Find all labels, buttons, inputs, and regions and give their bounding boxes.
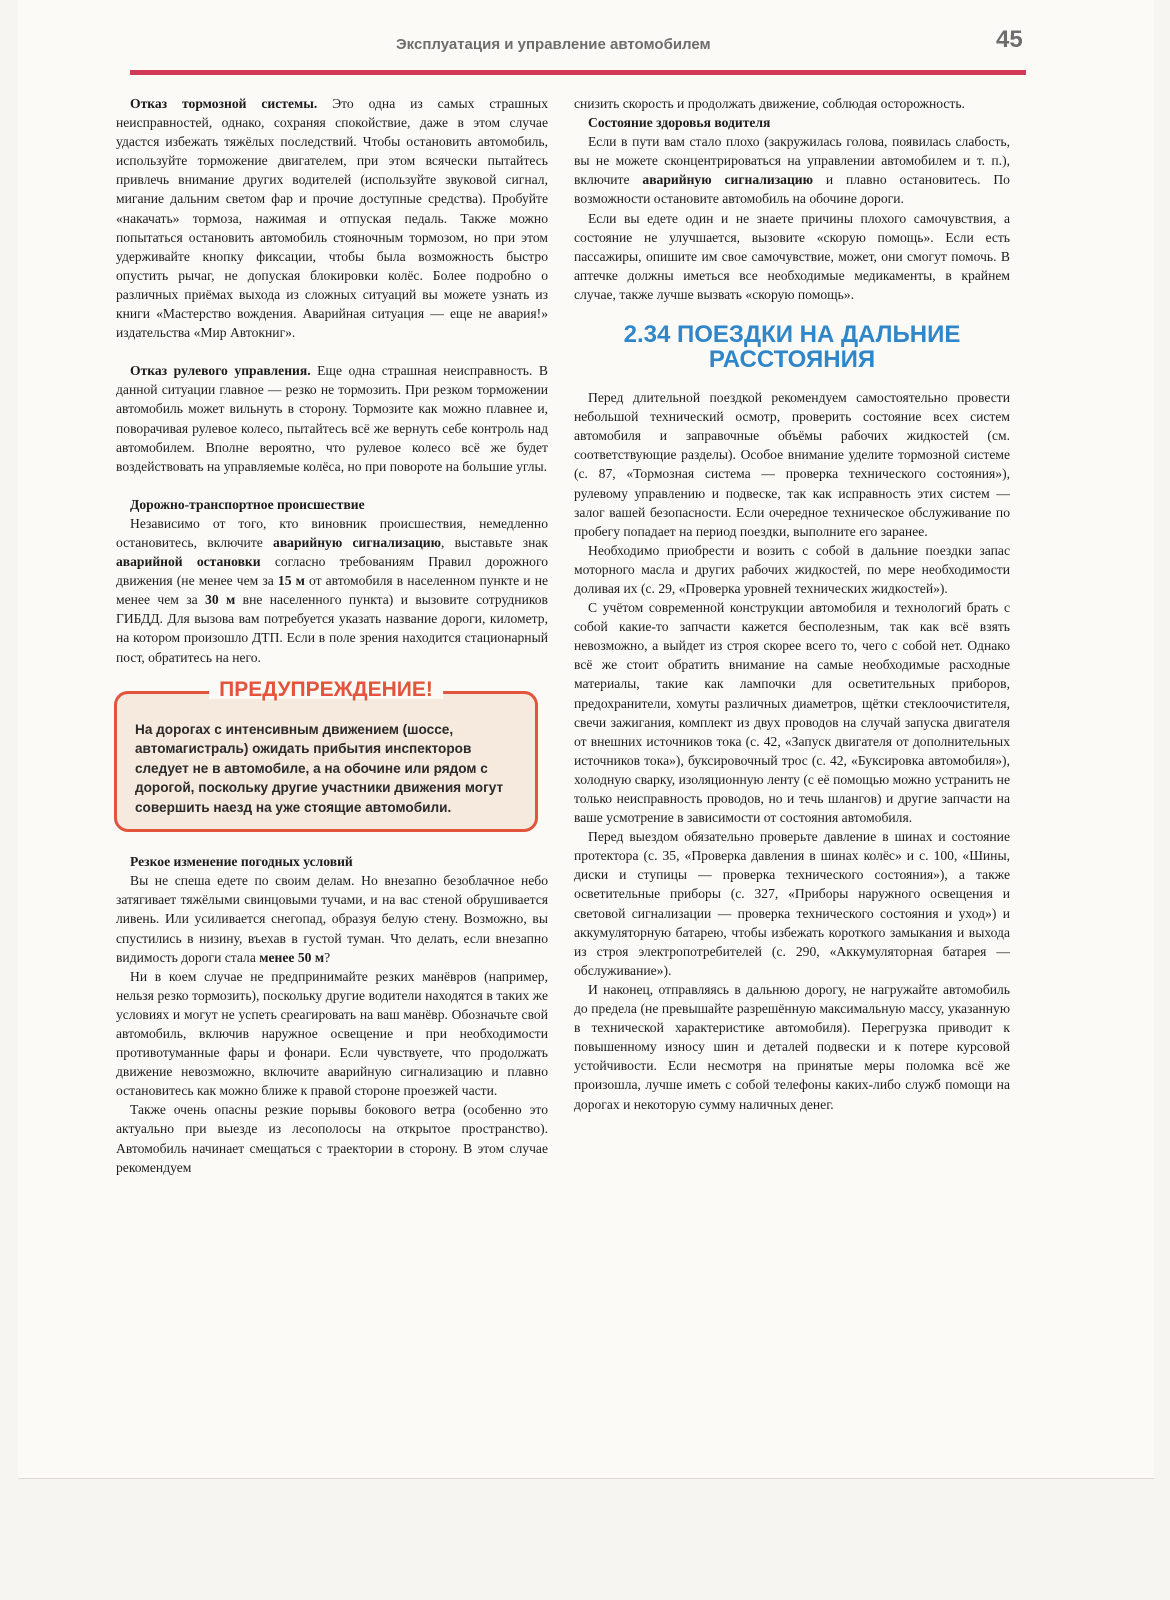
health-paragraph-1: Если в пути вам стало плохо (закружилась голова, появилась слабость, вы не можете сконцентрироваться на управлении автомобилем и т. п.), включите аварийную сигнализацию и плавно остановитесь. По возможности остановите автомобиль на обочине дороги. (574, 134, 1010, 207)
section-title: 2.34 ПОЕЗДКИ НА ДАЛЬНИЕ РАССТОЯНИЯ (623, 321, 961, 374)
page-number: 45 (996, 26, 1023, 53)
trip-paragraph-2: Необходимо приобрести и возить с собой в дальние поездки запас моторного масла и других рабочих жидкостей, по мере необходимости доливая их (с. 29, «Проверка уровней технических жидкостей»). (574, 542, 1010, 596)
warning-box (114, 677, 538, 833)
weather-heading: Резкое изменение погодных условий (130, 854, 353, 870)
weather-paragraph-3: Также очень опасны резкие порывы бокового ветра (особенно это актуально при выезде из лесополосы на открытое пространство). Автомобиль начинает смещаться с траектории в сторону. В этом случае рекомендуем (116, 1102, 548, 1175)
weather-paragraph-2: Ни в коем случае не предпринимайте резких манёвров (например, нельзя резко тормозить), поскольку другие водители находятся в таких же условиях и могут не успеть среагировать на ваш манёвр. Обозначьте свой автомобиль, включив наружное освещение и при необходимости противотуманные фары и фонари. Если чувствуете, что продолжать движение невозможно, включите аварийную сигнализацию и плавно остановитесь как можно ближе к правой стороне проезжей части. (116, 968, 548, 1099)
trip-paragraph-3: С учётом современной конструкции автомобиля и технологий брать с собой какие-то запчасти кажется бесполезным, так как всё взять невозможно, а выйдет из строя скорее всего то, чего с собой нет. Однако всё же стоит обратить внимание на самые необходимые расходные материалы, такие как лампочки для осветительных приборов, предохранители, хомуты различных диаметров, щётки стеклоочистителя, свечи зажигания, комплект из двух проводов на случай запуска двигателя от внешних источников тока (с. 42, «Запуск двигателя от дополнительных источников тока»), буксировочный трос (с. 42, «Буксировка автомобиля»), холодную сварку, изоляционную ленту (с её помощью можно устранить не только неисправность проводов, но и течь шлангов) и другие запчасти на ваше усмотрение в зависимости от состояния автомобиля. (574, 600, 1010, 826)
trip-paragraph-1: Перед длительной поездкой рекомендуем самостоятельно провести небольшой технический осмотр, проверить состояние всех систем автомобиля и заправочные объёмы рабочих жидкостей (см. соответствующие разделы). Особое внимание уделите тормозной системе (с. 87, «Тормозная система — проверка технического состояния»), рулевому управлению и подвеске, так как исправность этих систем — залог вашей безопасности. Если очередное техническое обслуживание по пробегу попадает на период поездки, выполните его заранее. (574, 390, 1010, 539)
warning-text: На дорогах с интенсивным движением (шоссе, автомагистраль) ожидать прибытия инспекторов следует не в автомобиле, а на обочине или рядом с дорогой, поскольку другие участники движения могут совершить наезд на уже стоящие автомобили. (135, 721, 504, 815)
health-paragraph-2: Если вы едете один и не знаете причины плохого самочувствия, а состояние не улучшается, вызовите «скорую помощь». Если есть пассажиры, опишите им свое самочувствие, может, они смогут помочь. В аптечке должны иметься все необходимые медикаменты, в крайнем случае, также лучше вызвать «скорую помощь». (574, 210, 1010, 302)
accident-paragraph: Независимо от того, кто виновник происшествия, немедленно остановитесь, включите аварийную сигнализацию, выставьте знак аварийной остановки согласно требованиям Правил дорожного движения (не менее чем за 15 м от автомобиля в населенном пункте и не менее чем за 30 м вне населенного пункта) и вызовите сотрудников ГИБДД. Для вызова вам потребуется указать название дороги, километр, на котором произошло ДТП. Если в поле зрения находится стационарный пост, обратитесь на него. (116, 515, 548, 665)
brake-failure-paragraph: Отказ тормозной системы. Это одна из самых страшных неисправностей, однако, сохраняя спокойствие, даже в этом случае удастся избежать тяжёлых последствий. Чтобы остановить автомобиль, используйте торможение двигателем, при этом всячески пытайтесь привлечь внимание других водителей (используйте звуковой сигнал, мигание дальним светом фар и прочие доступные средства). Пробуйте «накачать» тормоза, нажимая и отпуская педаль. Также можно попытаться остановить автомобиль стояночным тормозом, но при этом удерживайте кнопку фиксации, чтобы была возможность быстро опустить рычаг, не допуская блокировки колёс. Более подробно о различных приёмах выхода из сложных ситуаций вы можете узнать из книги «Мастерство вождения. Аварийная ситуация — еще не авария!» издательства «Мир Автокниг». (116, 96, 548, 341)
warning-title: ПРЕДУПРЕЖДЕНИЕ! (209, 680, 443, 699)
right-column (574, 94, 1010, 1114)
steering-failure-title: Отказ рулевого управления. (130, 363, 311, 379)
health-heading: Состояние здоровья водителя (588, 115, 771, 131)
continuation-text: снизить скорость и продолжать движение, соблюдая осторожность. (574, 96, 965, 111)
header-rule (130, 70, 1026, 75)
left-column (116, 94, 548, 1177)
weather-paragraph-1: Вы не спеша едете по своим делам. Но внезапно безоблачное небо затягивает тяжёлыми свинцовыми тучами, и на вас стеной обрушивается ливень. Или усиливается снегопад, образуя белую стену. Возможно, вы спустились в низину, въехав в густой туман. Что делать, если внезапно видимость дороги стала менее 50 м? (116, 873, 548, 965)
trip-paragraph-4: Перед выездом обязательно проверьте давление в шинах и состояние протектора (с. 35, «Проверка давления в шинах колёс» и с. 100, «Шины, диски и ступицы — проверка технического состояния»), а также осветительные приборы (с. 327, «Приборы наружного освещения и световой сигнализации — проверка технического состояния и уход») и аккумуляторную батарею, чтобы избежать короткого замыкания и выхода из строя электропотребителей (с. 290, «Аккумуляторная батарея — обслуживание»). (574, 829, 1010, 978)
running-title: Эксплуатация и управление автомобилем (396, 36, 711, 53)
steering-failure-paragraph: Отказ рулевого управления. Еще одна страшная неисправность. В данной ситуации главное — резко не тормозить. При резком торможении автомобиль может вильнуть в сторону. Тормозите как можно плавнее и, поворачивая рулевое колесо, пытайтесь всё же вернуть себе контроль над автомобилем. Вполне вероятно, что рулевое колесо всё же будет воздействовать на управляемые колёса, но при повороте на большие углы. (116, 363, 548, 474)
brake-failure-title: Отказ тормозной системы. (130, 96, 318, 111)
accident-heading: Дорожно-транспортное происшествие (130, 496, 365, 512)
trip-paragraph-5: И наконец, отправляясь в дальнюю дорогу, не нагружайте автомобиль до предела (не превышайте разрешённую максимальную массу, указанную в технической характеристике автомобиля). Перегрузка приводит к повышенному износу шин и деталей подвески и к потере курсовой устойчивости. Если несмотря на принятые меры поломка всё же произошла, лучше иметь с собой телефоны каких-либо служб помощи на дорогах и некоторую сумму наличных денег. (574, 981, 1010, 1112)
